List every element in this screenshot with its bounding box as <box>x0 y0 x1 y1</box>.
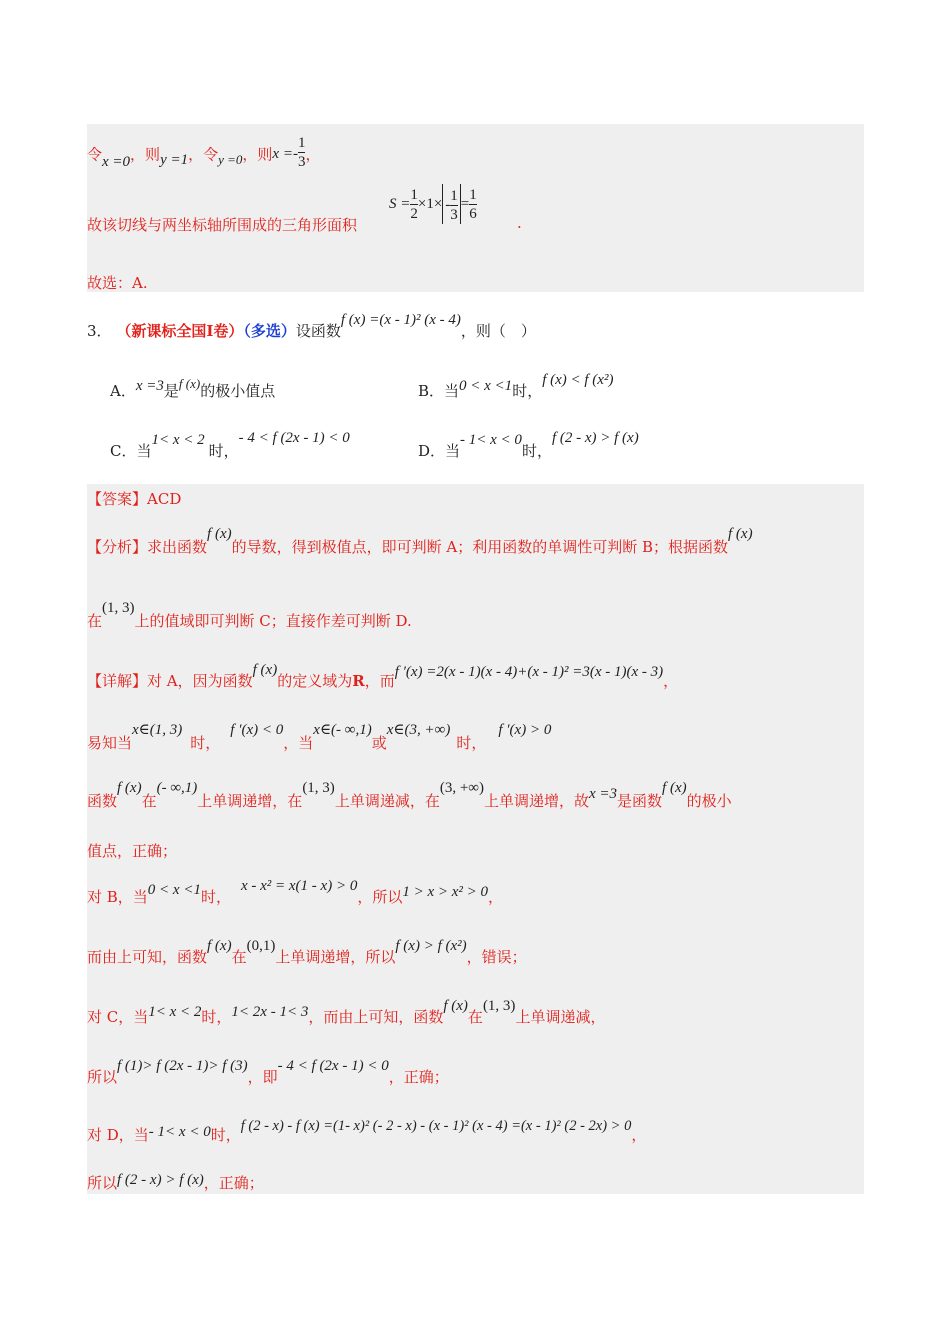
math: (3, +∞) <box>439 780 484 796</box>
detail-label: 【详解】 <box>87 672 148 690</box>
denominator: 3 <box>450 206 458 223</box>
text: 值点，正确； <box>87 842 178 860</box>
math: 1 > x > x² > 0 <box>402 884 489 900</box>
numerator: 1 <box>469 186 477 203</box>
detail-line-2 <box>87 722 552 753</box>
numerator: 1 <box>297 135 306 151</box>
text: 上单调递增，故 <box>483 792 589 810</box>
math: 1< x < 2 <box>148 1004 202 1020</box>
detail-line-9 <box>87 1118 647 1145</box>
text: 易知当 <box>87 734 133 752</box>
area-end <box>517 214 522 232</box>
math: - 1< x < 0 <box>460 432 522 448</box>
math: ×1× <box>417 196 443 212</box>
math: f (x) < f (x²) <box>542 372 614 388</box>
math: S = <box>389 196 411 212</box>
text: ， <box>663 672 679 690</box>
math: f (x) <box>662 780 687 796</box>
text: 时， <box>190 734 221 752</box>
answer-choice <box>87 272 148 293</box>
math: f (x) <box>178 376 201 391</box>
text: ，而由上可知，函数 <box>308 1008 444 1026</box>
text: 故该切线与两坐标轴所围成的三角形面积 <box>87 216 358 234</box>
text: 设函数 <box>295 322 341 340</box>
math: (1, 3) <box>102 600 135 616</box>
text: 对 A，因为函数 <box>147 672 253 690</box>
text: ，则 <box>130 145 161 164</box>
math: x =3 <box>135 378 164 394</box>
math: (1, 3) <box>482 998 516 1014</box>
text: . <box>517 214 522 232</box>
text: 时， <box>208 442 239 460</box>
answer-value: ACD <box>147 490 182 508</box>
detail-line-7 <box>87 998 606 1027</box>
text: 函数 <box>87 792 118 810</box>
math: x∈(1, 3) <box>132 722 183 738</box>
math: x - x² = x(1 - x) > 0 <box>240 878 358 894</box>
text: 在 <box>87 612 103 630</box>
text: ，当 <box>283 734 314 752</box>
text: 求出函数 <box>147 538 208 556</box>
denominator: 2 <box>410 205 418 222</box>
text: 上单调递增，所以 <box>275 948 396 966</box>
math: 0 < x <1 <box>459 378 513 394</box>
detail-line-8 <box>87 1058 449 1087</box>
math: f ′(x) > 0 <box>498 722 552 738</box>
area-text <box>87 214 357 235</box>
text: ， <box>305 145 321 164</box>
text: 上单调递减，在 <box>334 792 440 810</box>
text: 是函数 <box>617 792 663 810</box>
math: y =1 <box>160 151 189 168</box>
absolute-value <box>442 184 461 224</box>
math: - 1< x < 0 <box>148 1124 211 1140</box>
math: 1< x < 2 <box>151 432 205 448</box>
math: - <box>445 197 451 213</box>
text: ， <box>631 1126 647 1144</box>
text: 时， <box>456 734 487 752</box>
math: f (2 - x) > f (x) <box>551 430 639 446</box>
option-c <box>110 430 350 461</box>
text: ，所以 <box>357 888 403 906</box>
text: 时， <box>200 888 231 906</box>
solution-block <box>87 484 864 1194</box>
detail-line-6 <box>87 938 527 967</box>
text: ，正确； <box>203 1174 264 1192</box>
option-label: D．当 <box>418 442 461 460</box>
text: ， <box>488 888 504 906</box>
text: 所以 <box>87 1068 118 1086</box>
answer-line <box>87 488 181 509</box>
math: (- ∞,1) <box>156 780 198 796</box>
text: ，正确； <box>388 1068 449 1086</box>
text: 对 D，当 <box>87 1126 149 1144</box>
option-b <box>418 372 614 401</box>
math: f ′(x) < 0 <box>230 722 284 738</box>
math: (1, 3) <box>302 780 335 796</box>
text: 的导数，得到极值点，即可判断 A；利用函数的单调性可判断 B；根据函数 <box>231 538 729 556</box>
numerator: 1 <box>450 187 458 204</box>
text: ，错误； <box>466 948 527 966</box>
text: ，则（ ） <box>460 322 536 340</box>
math: (0,1) <box>246 938 276 954</box>
question-type: （多选） <box>243 322 296 340</box>
math: f (x) > f (x²) <box>395 938 467 954</box>
option-label: B．当 <box>418 382 460 400</box>
denominator: 6 <box>469 205 477 222</box>
area-formula <box>389 184 477 224</box>
math: x∈(3, +∞) <box>386 722 451 738</box>
text: 所以 <box>87 1174 118 1192</box>
text: 时， <box>201 1008 232 1026</box>
math: f (1)> f (2x - 1)> f (3) <box>117 1058 248 1074</box>
text: 的极小值点 <box>200 382 276 400</box>
math: f (x) <box>252 662 278 678</box>
text: ，而 <box>364 672 395 690</box>
denominator: 3 <box>297 154 306 170</box>
text: 时， <box>521 442 552 460</box>
question-number: 3． <box>87 322 112 340</box>
option-d <box>418 430 639 461</box>
detail-line-10 <box>87 1172 264 1193</box>
option-a <box>110 376 276 401</box>
question-stem <box>87 312 536 341</box>
math: x =- <box>272 145 298 162</box>
text: 在 <box>231 948 247 966</box>
text: 而由上可知，函数 <box>87 948 208 966</box>
text: 在 <box>141 792 157 810</box>
text: 上单调递增，在 <box>197 792 303 810</box>
fraction <box>469 186 477 223</box>
fraction <box>450 187 458 224</box>
text: ，令 <box>188 145 219 164</box>
text: 上单调递减， <box>515 1008 606 1026</box>
math: f (2 - x) - f (x) =(1- x)² (- 2 - x) - (x - 1)² (x - 4) =(x - 1)² (2 - 2x) > 0 <box>240 1118 632 1134</box>
analysis-line-2 <box>87 600 412 631</box>
analysis-label: 【分析】 <box>87 538 148 556</box>
math: x =3 <box>589 786 618 802</box>
math: f (x) <box>207 938 232 954</box>
math: f ′(x) =2(x - 1)(x - 4)+(x - 1)² =3(x - 1)(x - 3) <box>394 664 664 680</box>
detail-line-4 <box>87 840 177 861</box>
math: f (x) <box>728 526 753 542</box>
solution-block-previous <box>87 124 864 292</box>
text: 在 <box>467 1008 483 1026</box>
line-intercepts <box>87 135 321 171</box>
math: = <box>460 196 470 212</box>
option-label: C．当 <box>110 442 152 460</box>
math: f (x) <box>443 998 468 1014</box>
text: 令 <box>87 145 103 164</box>
question-source: （新课标全国Ⅰ卷） <box>116 322 244 340</box>
text: ，则 <box>242 145 273 164</box>
answer-label: 【答案】 <box>87 490 148 508</box>
text: 或 <box>371 734 387 752</box>
math: 1< 2x - 1< 3 <box>231 1004 309 1020</box>
text: 对 B，当 <box>87 888 148 906</box>
numerator: 1 <box>410 186 418 203</box>
math: x∈(- ∞,1) <box>313 722 372 738</box>
option-label: A． <box>110 382 136 400</box>
detail-line-5 <box>87 878 504 907</box>
text: 故选：A. <box>87 274 148 292</box>
text: 上的值域即可判断 C；直接作差可判断 D. <box>134 612 412 630</box>
math: - 4 < f (2x - 1) < 0 <box>238 430 350 446</box>
text: 对 C，当 <box>87 1008 149 1026</box>
math: x =0 <box>102 153 131 170</box>
text: ，即 <box>247 1068 278 1086</box>
text: 的极小 <box>686 792 732 810</box>
text: R <box>352 672 365 690</box>
math: f (x) =(x - 1)² (x - 4) <box>340 312 461 328</box>
math: f (x) <box>117 780 142 796</box>
detail-line-1 <box>87 662 679 691</box>
text: 时， <box>512 382 543 400</box>
text: 的定义域为 <box>277 672 353 690</box>
math: - 4 < f (2x - 1) < 0 <box>277 1058 389 1074</box>
detail-line-3 <box>87 780 732 811</box>
fraction <box>410 186 418 223</box>
math: f (x) <box>207 526 232 542</box>
math: y =0 <box>218 151 243 167</box>
text: 是 <box>163 382 179 400</box>
text: 时， <box>210 1126 241 1144</box>
math: 0 < x <1 <box>147 882 201 898</box>
math: f (2 - x) > f (x) <box>117 1172 204 1188</box>
analysis-line-1 <box>87 526 753 557</box>
